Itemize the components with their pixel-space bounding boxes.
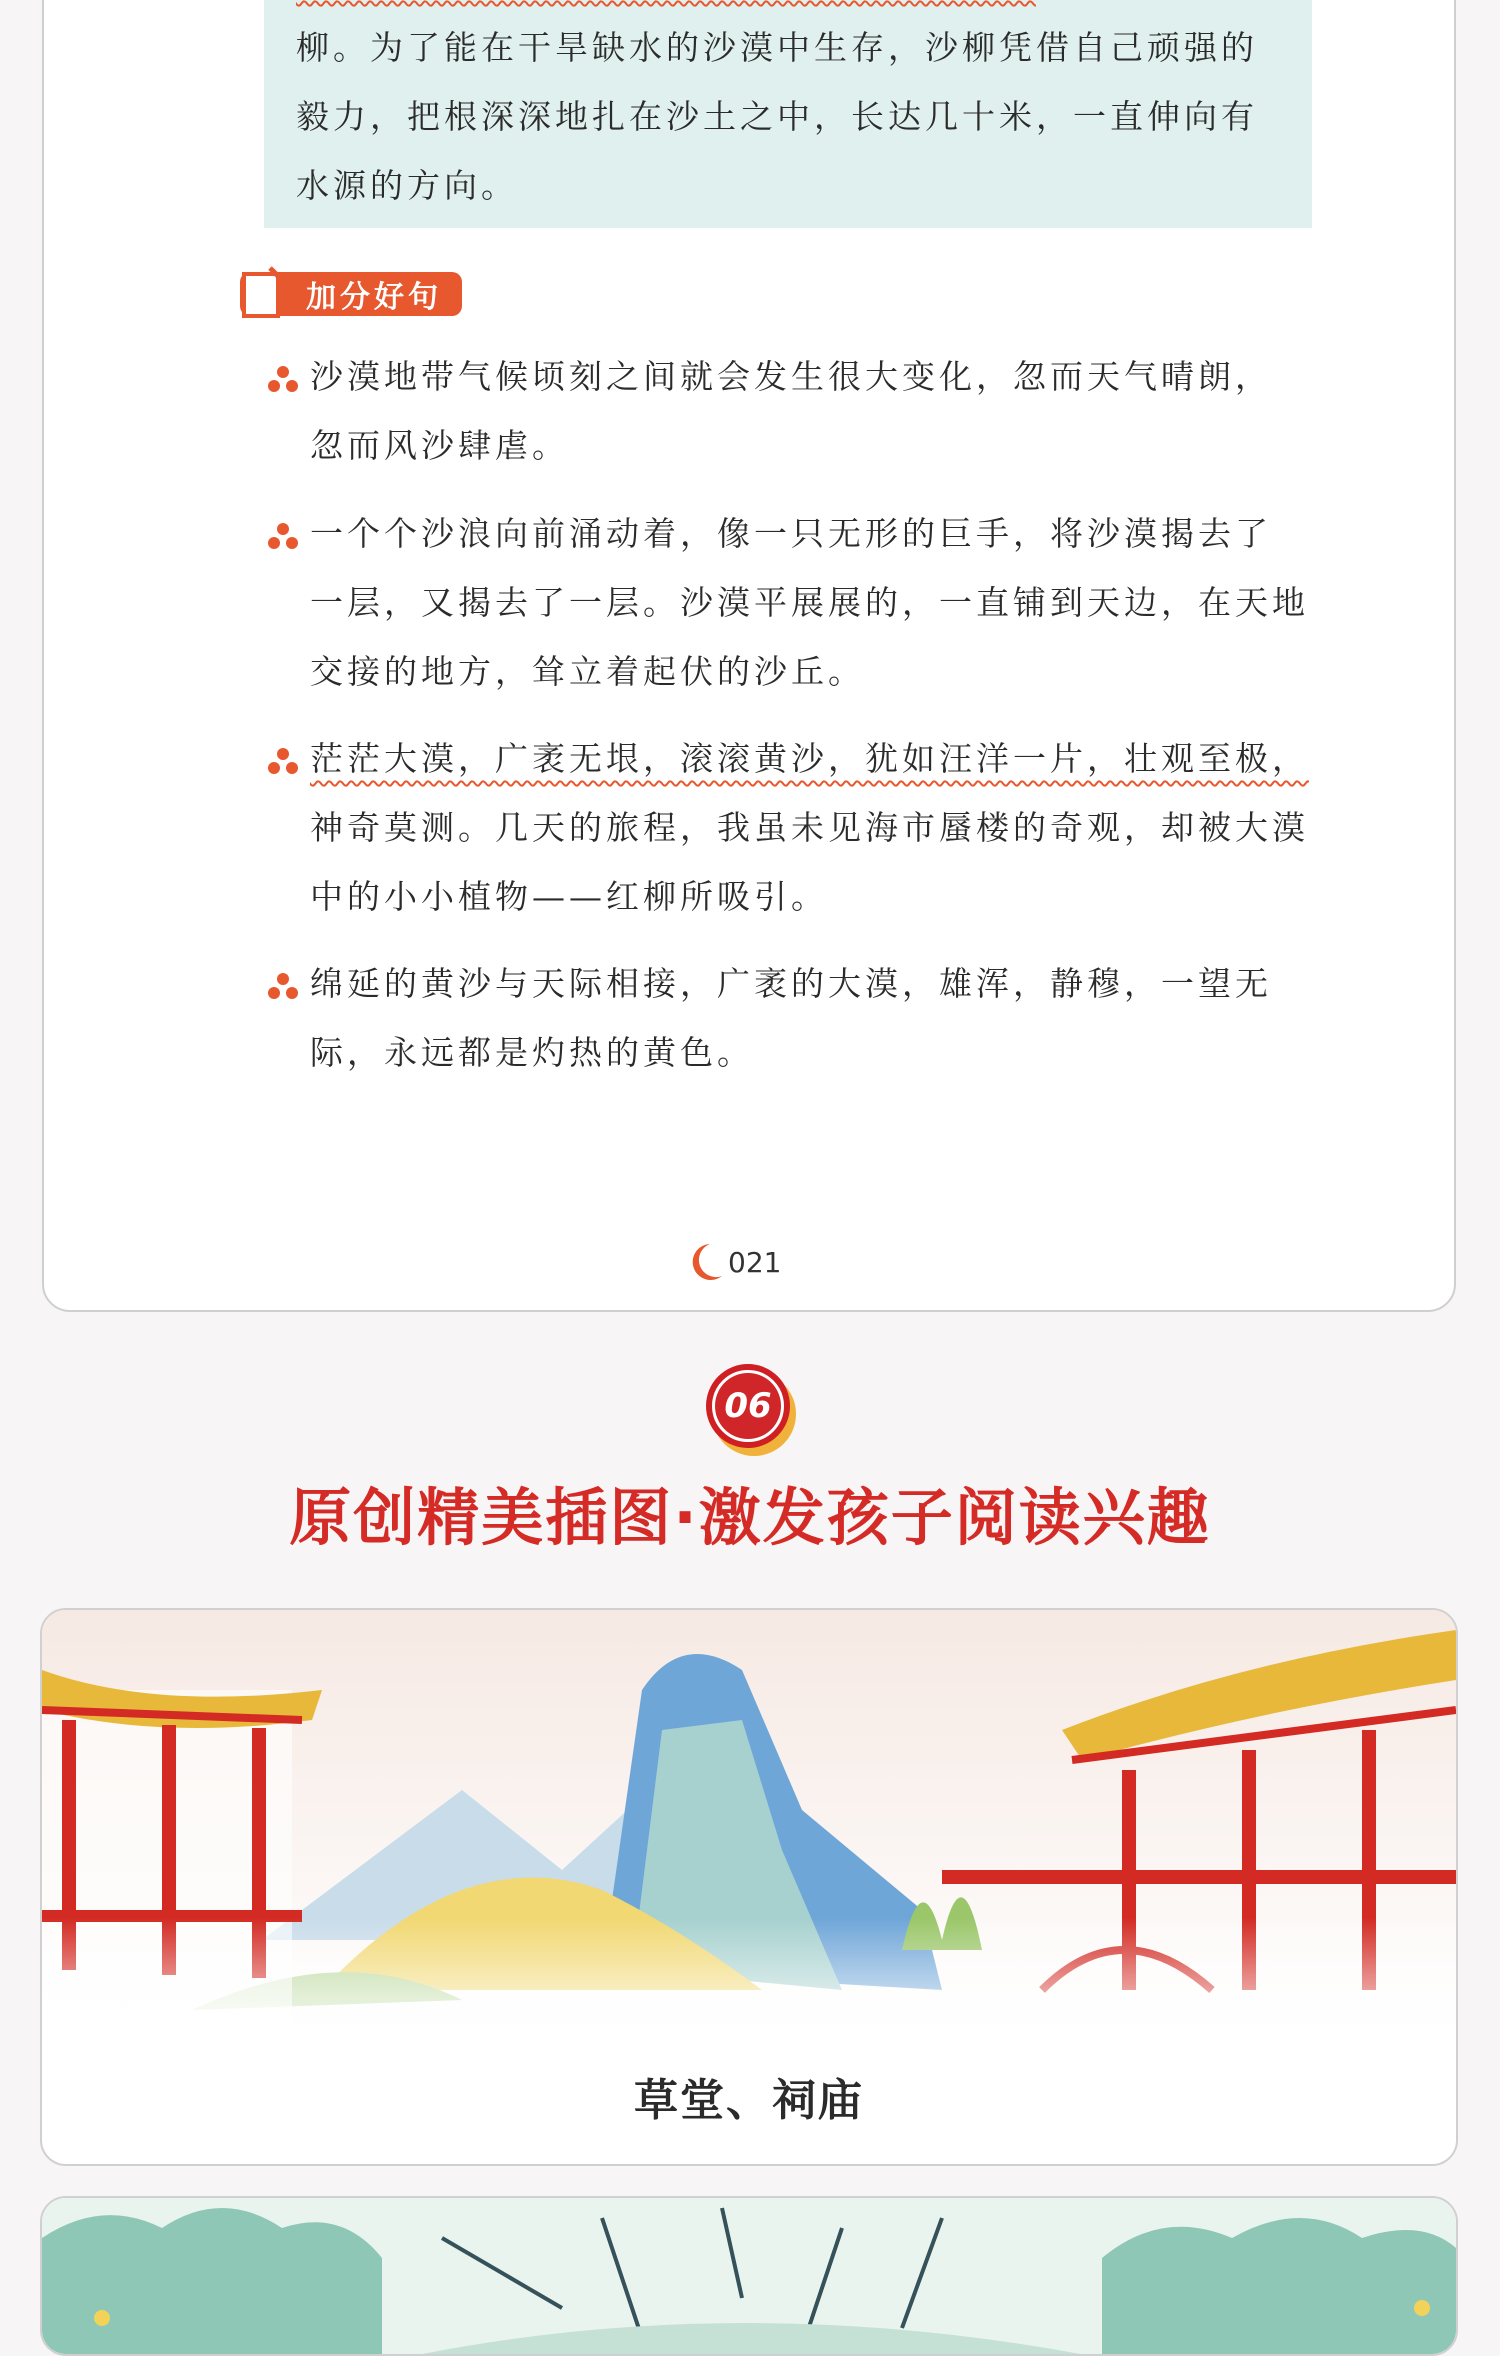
sentence-line: 茫茫大漠，广袤无垠，滚滚黄沙，犹如汪洋一片，壮观至极， [310, 739, 1309, 778]
book-page [42, 0, 1456, 1312]
temple-illustration [42, 1610, 1456, 2050]
note-icon [240, 0, 288, 2]
page-number [690, 1242, 781, 1282]
good-sentence-tag-label: 加分好句 [306, 280, 442, 315]
sentence-line: 绵延的黄沙与天际相接，广袤的大漠，雄浑，静穆，一望无 [310, 964, 1272, 1003]
gold-line: 毅力，把根深深地扎在沙土之中，长达几十米，一直伸向有 [296, 97, 1258, 136]
gold-line [296, 0, 1296, 13]
gold-line: 柳。为了能在干旱缺水的沙漠中生存，沙柳凭借自己顽强的 [296, 28, 1258, 67]
good-sentence-item [266, 724, 1311, 931]
sentence-line: 中的小小植物——红柳所吸引。 [310, 877, 828, 916]
section-title: 原创精美插图·激发孩子阅读兴趣 [289, 1481, 1211, 1554]
good-sentence-item [266, 949, 1311, 1087]
good-sentence-item [266, 342, 1311, 480]
sentence-line: 际，永远都是灼热的黄色。 [310, 1033, 754, 1072]
page-number-text: 021 [728, 1245, 782, 1279]
bullet-icon [266, 521, 300, 551]
section-number-badge [706, 1364, 790, 1448]
section-number: 06 [724, 1386, 772, 1426]
sentence-line: 忽而风沙肆虐。 [310, 426, 569, 465]
good-sentence-tag [240, 272, 462, 316]
illustration-caption: 草堂、祠庙 [634, 2075, 864, 2126]
sentence-line: 一个个沙浪向前涌动着，像一只无形的巨手，将沙漠揭去了 [310, 514, 1272, 553]
good-sentence-item [266, 499, 1311, 706]
crescent-moon-icon [690, 1242, 724, 1282]
sentence-line: 一层，又揭去了一层。沙漠平展展的，一直铺到天边，在天地 [310, 583, 1309, 622]
gold-sentence-text [296, 0, 1296, 220]
sentence-line: 神奇莫测。几天的旅程，我虽未见海市蜃楼的奇观，却被大漠 [310, 808, 1309, 847]
note-icon [240, 264, 288, 320]
bullet-icon [266, 746, 300, 776]
illustration-card-2 [40, 2196, 1458, 2356]
bullet-icon [266, 971, 300, 1001]
sentence-line: 交接的地方，耸立着起伏的沙丘。 [310, 652, 865, 691]
bullet-icon [266, 364, 300, 394]
landscape-illustration [42, 2198, 1456, 2356]
illustration-card [40, 1608, 1458, 2166]
sentence-line: 沙漠地带气候顷刻之间就会发生很大变化，忽而天气晴朗， [310, 357, 1272, 396]
gold-line: 水源的方向。 [296, 166, 518, 205]
